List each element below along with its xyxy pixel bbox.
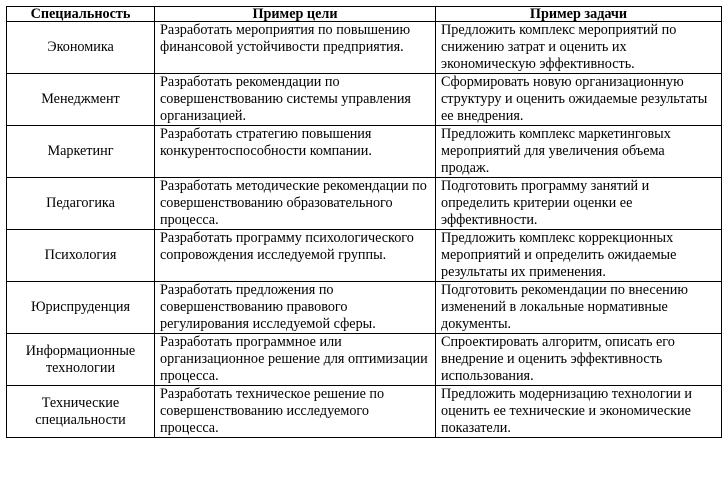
task-cell: Предложить комплекс коррекционных мероприятий и определить ожидаемые результаты их применения. — [436, 230, 722, 282]
task-cell: Сформировать новую организационную структуру и оценить ожидаемые результаты ее внедрения. — [436, 74, 722, 126]
table-row — [7, 282, 722, 334]
goal-cell: Разработать техническое решение по совершенствованию исследуемого процесса. — [155, 386, 436, 438]
goal-cell: Разработать стратегию повышения конкурентоспособности компании. — [155, 126, 436, 178]
task-cell: Подготовить программу занятий и определить критерии оценки ее эффективности. — [436, 178, 722, 230]
header-specialty: Специальность — [7, 7, 155, 22]
table-row — [7, 334, 722, 386]
specialty-cell: Педагогика — [7, 178, 155, 230]
specialty-cell: Экономика — [7, 22, 155, 74]
goal-cell: Разработать мероприятия по повышению финансовой устойчивости предприятия. — [155, 22, 436, 74]
specialty-cell: Технические специальности — [7, 386, 155, 438]
goal-cell: Разработать программу психологического сопровождения исследуемой группы. — [155, 230, 436, 282]
table-row — [7, 178, 722, 230]
table-row — [7, 74, 722, 126]
goal-cell: Разработать программное или организационное решение для оптимизации процесса. — [155, 334, 436, 386]
specialty-cell: Психология — [7, 230, 155, 282]
specialty-examples-table — [6, 6, 722, 438]
specialty-cell: Менеджмент — [7, 74, 155, 126]
goal-cell: Разработать предложения по совершенствованию правового регулирования исследуемой сферы. — [155, 282, 436, 334]
header-task-example: Пример задачи — [436, 7, 722, 22]
goal-cell: Разработать рекомендации по совершенствованию системы управления организацией. — [155, 74, 436, 126]
specialty-cell: Маркетинг — [7, 126, 155, 178]
table-row — [7, 126, 722, 178]
task-cell: Спроектировать алгоритм, описать его внедрение и оценить эффективность использования. — [436, 334, 722, 386]
task-cell: Предложить модернизацию технологии и оценить ее технические и экономические показатели. — [436, 386, 722, 438]
table-header-row — [7, 7, 722, 22]
table-row — [7, 230, 722, 282]
header-goal-example: Пример цели — [155, 7, 436, 22]
goal-cell: Разработать методические рекомендации по совершенствованию образовательного процесса. — [155, 178, 436, 230]
task-cell: Подготовить рекомендации по внесению изменений в локальные нормативные документы. — [436, 282, 722, 334]
table-row — [7, 386, 722, 438]
specialty-cell: Юриспруденция — [7, 282, 155, 334]
task-cell: Предложить комплекс мероприятий по снижению затрат и оценить их экономическую эффективность. — [436, 22, 722, 74]
table-row — [7, 22, 722, 74]
specialty-cell: Информационные технологии — [7, 334, 155, 386]
task-cell: Предложить комплекс маркетинговых мероприятий для увеличения объема продаж. — [436, 126, 722, 178]
